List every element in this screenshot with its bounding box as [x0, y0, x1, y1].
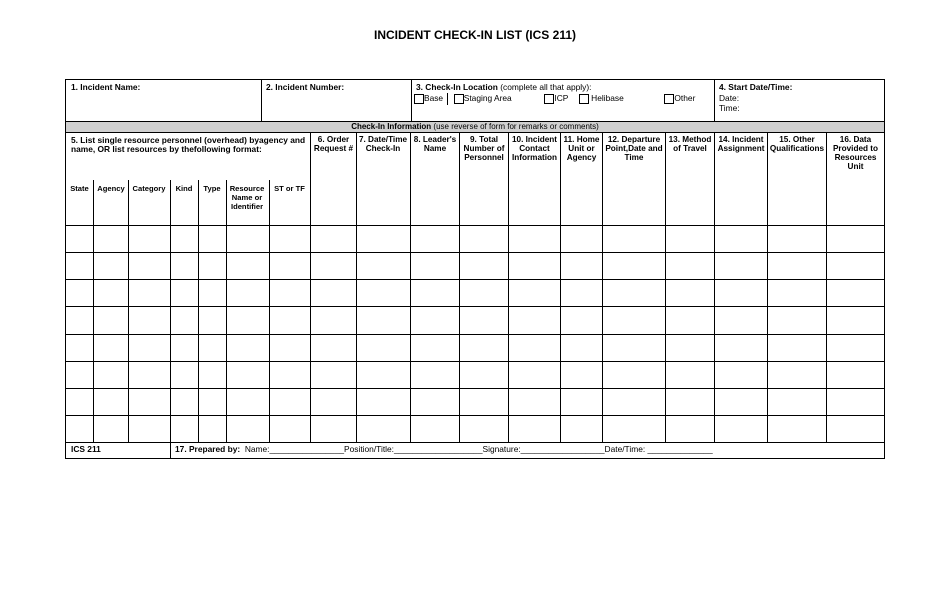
col-category: Category	[132, 184, 166, 193]
col-state: State	[70, 184, 89, 193]
col-home-unit: 11. Home Unit or Agency	[563, 135, 600, 162]
col-order-request: 6. Order Request #	[313, 135, 354, 153]
ics211-form	[65, 79, 885, 459]
col-incident-assignment: 14. Incident Assignment	[717, 135, 765, 153]
table-row[interactable]	[66, 225, 884, 226]
prepared-by-datetime[interactable]: Date/Time: ______________	[604, 444, 713, 454]
staging-area-option: Staging Area	[463, 93, 512, 104]
start-time-label: Time:	[719, 103, 740, 113]
col-resource-name: Resource Name or Identifier	[229, 184, 265, 211]
prepared-by-position[interactable]: Position/Title:___________________	[344, 444, 483, 454]
table-row[interactable]	[66, 252, 884, 253]
incident-number-label: 2. Incident Number:	[266, 82, 345, 92]
prepared-by-section: 17. Prepared by: Name:________________Position/Title:___________________Signature:__________________Date/Time: ______________	[175, 444, 713, 454]
col-leaders-name: 8. Leader's Name	[413, 135, 457, 153]
base-checkbox[interactable]	[414, 94, 424, 104]
col-method-of-travel: 13. Method of Travel	[668, 135, 712, 153]
resource-list-instructions: 5. List single resource personnel (overhead) byagency and name, OR list resources by thefollowing format:	[71, 135, 306, 154]
helibase-checkbox[interactable]	[579, 94, 589, 104]
col-kind: Kind	[175, 184, 193, 193]
check-in-information-band: Check-In Information (use reverse of form for remarks or comments)	[66, 122, 884, 132]
base-option: Base	[424, 93, 444, 104]
staging-area-checkbox[interactable]	[454, 94, 464, 104]
form-title: INCIDENT CHECK-IN LIST (ICS 211)	[373, 28, 577, 42]
col-departure-point: 12. Departure Point,Date and Time	[605, 135, 663, 162]
col-type: Type	[203, 184, 221, 193]
start-datetime-label: 4. Start Date/Time:	[719, 82, 793, 92]
incident-name-label: 1. Incident Name:	[71, 82, 141, 92]
start-date-label: Date:	[719, 93, 740, 103]
col-incident-contact: 10. Incident Contact Information	[511, 135, 558, 162]
check-in-location-label: 3. Check-In Location (complete all that apply):	[416, 82, 592, 92]
col-agency: Agency	[97, 184, 125, 193]
prepared-by-signature[interactable]: Signature:__________________	[482, 444, 605, 454]
table-row[interactable]	[66, 306, 884, 307]
table-row[interactable]	[66, 334, 884, 335]
form-id: ICS 211	[71, 444, 101, 454]
table-row[interactable]	[66, 415, 884, 416]
col-st-or-tf: ST or TF	[274, 184, 305, 193]
col-total-personnel: 9. Total Number of Personnel	[463, 135, 505, 162]
col-data-provided: 16. Data Provided to Resources Unit	[832, 135, 879, 171]
icp-checkbox[interactable]	[544, 94, 554, 104]
table-row[interactable]	[66, 388, 884, 389]
table-row[interactable]	[66, 361, 884, 362]
helibase-option: Helibase	[591, 93, 624, 104]
icp-option: ICP	[554, 93, 569, 104]
table-row[interactable]	[66, 279, 884, 280]
col-other-qualifications: 15. Other Qualifications	[769, 135, 825, 153]
prepared-by-name[interactable]: Name:________________	[244, 444, 345, 454]
other-option: Other	[674, 93, 696, 104]
location-options	[414, 93, 695, 105]
other-checkbox[interactable]	[664, 94, 674, 104]
col-datetime-checkin: 7. Date/Time Check-In	[358, 135, 408, 153]
